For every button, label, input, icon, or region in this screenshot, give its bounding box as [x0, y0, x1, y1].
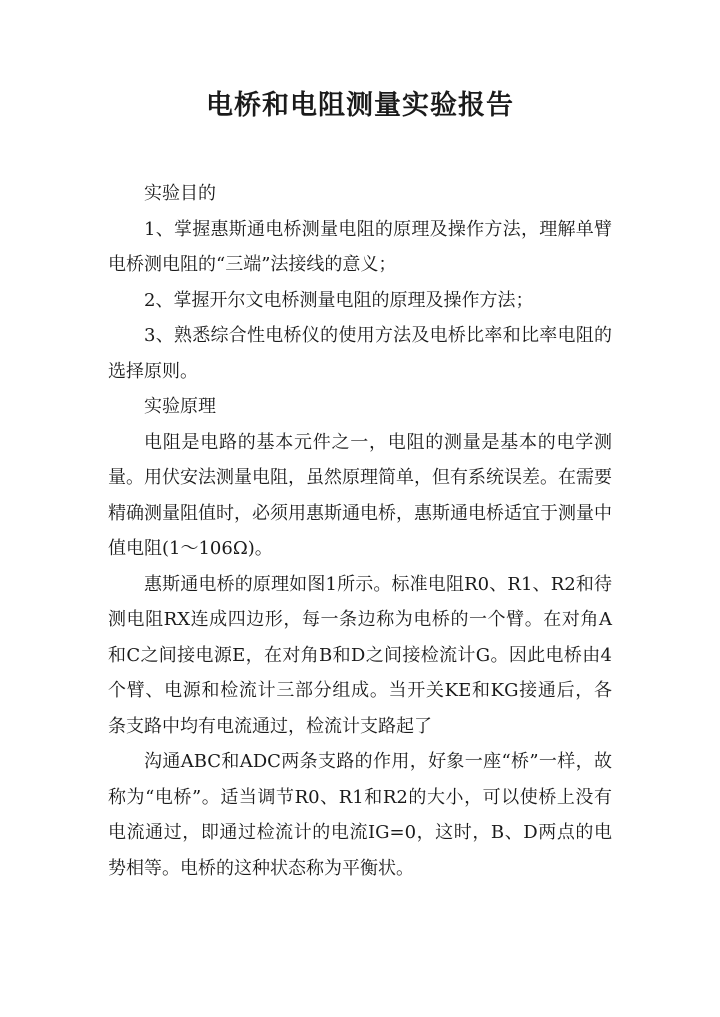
objective-item-3: 3、熟悉综合性电桥仪的使用方法及电桥比率和比率电阻的选择原则。 — [108, 325, 612, 382]
heading-principle: 实验原理 — [144, 396, 216, 417]
principle-paragraph-2: 惠斯通电桥的原理如图1所示。标准电阻R0、R1、R2和待测电阻RX连成四边形，每一条边称为电桥的一个臂。在对角A和C之间接电源E，在对角B和D之间接检流计G。因此电桥由4个臂、电源和检流计三部分组成。当开关KE和KG接通后，各条支路中均有电流通过，检流计支路起了 — [108, 573, 612, 737]
principle-paragraph-1: 电阻是电路的基本元件之一，电阻的测量是基本的电学测量。用伏安法测量电阻，虽然原理简单，但有系统误差。在需要精确测量阻值时，必须用惠斯通电桥，惠斯通电桥适宜于测量中值电阻(1～106Ω)。 — [108, 431, 612, 559]
principle-paragraph-3: 沟通ABC和ADC两条支路的作用，好象一座“桥”一样，故称为“电桥”。适当调节R0、R1和R2的大小，可以使桥上没有电流通过，即通过检流计的电流IG=0，这时，B、D两点的电势相等。电桥的这种状态称为平衡状。 — [108, 751, 612, 879]
document-title: 电桥和电阻测量实验报告 — [206, 90, 514, 121]
objective-item-2: 2、掌握开尔文电桥测量电阻的原理及操作方法； — [144, 289, 534, 311]
heading-objectives: 实验目的 — [144, 183, 216, 204]
document-body — [108, 176, 612, 886]
objective-item-1: 1、掌握惠斯通电桥测量电阻的原理及操作方法，理解单臂电桥测电阻的“三端”法接线的意义； — [108, 218, 612, 275]
